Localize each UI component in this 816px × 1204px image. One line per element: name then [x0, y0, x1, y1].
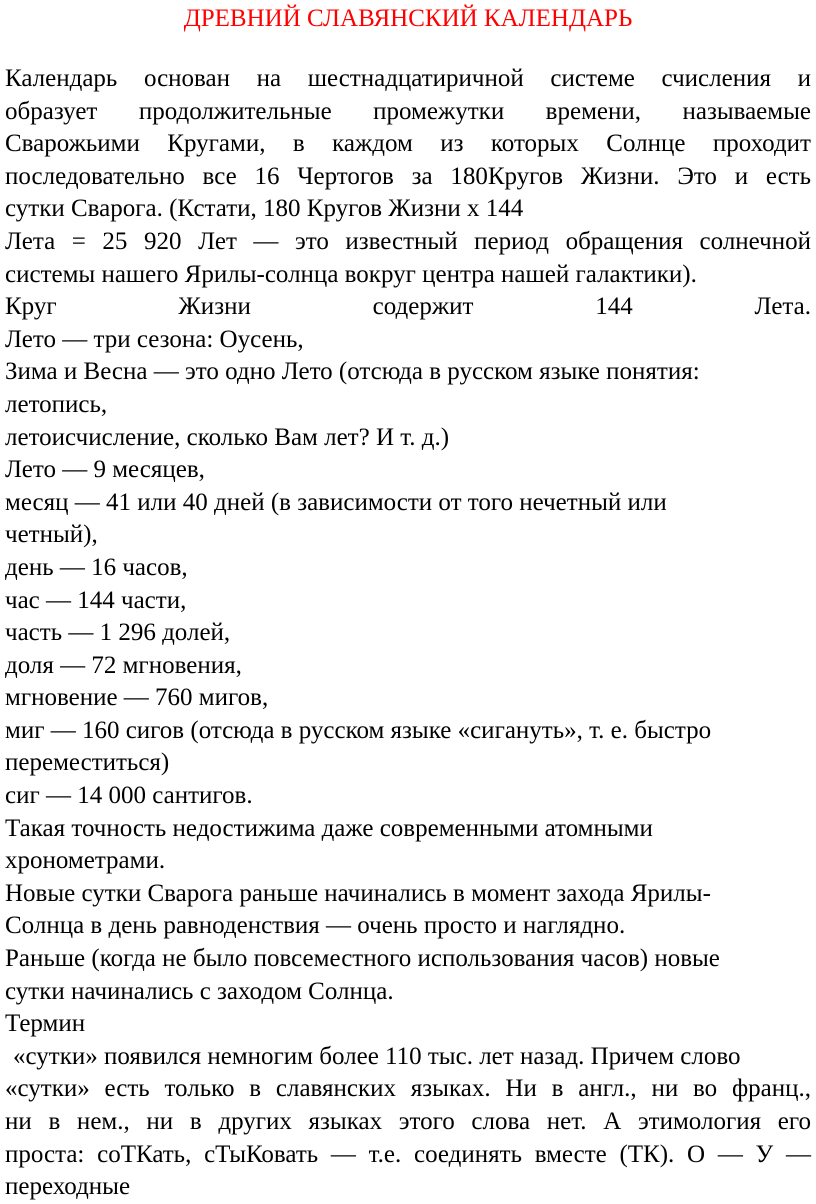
text-line: сутки начинались с заходом Солнца.: [5, 977, 394, 1005]
text-line: день — 16 часов,: [5, 553, 188, 581]
text-line: образует продолжительные промежутки времени, называемые: [5, 97, 811, 125]
text-line: переместиться): [5, 749, 170, 777]
text-line: сиг — 14 000 сантигов.: [5, 782, 253, 810]
text-line: час — 144 части,: [5, 586, 187, 614]
text-line: Зима и Весна — это одно Лето (отсюда в русском языке понятия:: [5, 358, 700, 386]
text-line: «сутки» появился немногим более 110 тыс. лет назад. Причем слово: [13, 1042, 741, 1070]
text-line: проста: соТКать, сТыКовать — т.е. соединять вместе (ТК). О — У —: [5, 1140, 811, 1168]
text-line: последовательно все 16 Чертогов за 180Кругов Жизни. Это и есть: [5, 162, 811, 190]
text-line: Лето — три сезона: Оусень,: [5, 325, 304, 353]
text-line: миг — 160 сигов (отсюда в русском языке «сигануть», т. е. быстро: [5, 716, 712, 744]
text-line: месяц — 41 или 40 дней (в зависимости от того нечетный или: [5, 488, 667, 516]
text-line: Такая точность недостижима даже современными атомными: [5, 814, 653, 842]
text-line: переходные: [5, 1173, 131, 1201]
text-line: часть — 1 296 долей,: [5, 619, 231, 647]
text-line: четный),: [5, 521, 98, 549]
text-line: Термин: [5, 1010, 86, 1038]
text-line: сутки Сварога. (Кстати, 180 Кругов Жизни х 144: [5, 195, 524, 223]
text-line: Лето — 9 месяцев,: [5, 456, 205, 484]
text-line: летоисчисление, сколько Вам лет? И т. д.): [5, 423, 450, 451]
text-line: ни в нем., ни в других языках этого слова нет. А этимология его: [5, 1108, 811, 1135]
text-line: Новые сутки Сварога раньше начинались в момент захода Ярилы-: [5, 879, 711, 907]
text-line: мгновение — 760 мигов,: [5, 684, 269, 712]
text-line: Сварожьими Кругами, в каждом из которых Солнце проходит: [5, 130, 811, 158]
text-line: Лета = 25 920 Лет — это известный период обращения солнечной: [5, 227, 811, 255]
text-line: «сутки» есть только в славянских языках. Ни в англ., ни во франц.,: [5, 1075, 811, 1103]
text-line: доля — 72 мгновения,: [5, 651, 242, 679]
text-line: системы нашего Ярилы-солнца вокруг центра нашей галактики).: [5, 260, 697, 288]
text-line: Солнца в день равноденствия — очень просто и наглядно.: [5, 912, 626, 940]
text-line: летопись,: [5, 390, 108, 418]
text-line: Раньше (когда не было повсеместного использования часов) новые: [5, 945, 720, 973]
text-line: Календарь основан на шестнадцатиричной системе счисления и: [5, 65, 811, 92]
text-line: хронометрами.: [5, 847, 166, 875]
text-line: Круг Жизни содержит 144 Лета.: [5, 293, 811, 321]
document-body: [5, 63, 811, 1204]
document-title: ДРЕВНИЙ СЛАВЯНСКИЙ КАЛЕНДАРЬ: [183, 5, 633, 32]
